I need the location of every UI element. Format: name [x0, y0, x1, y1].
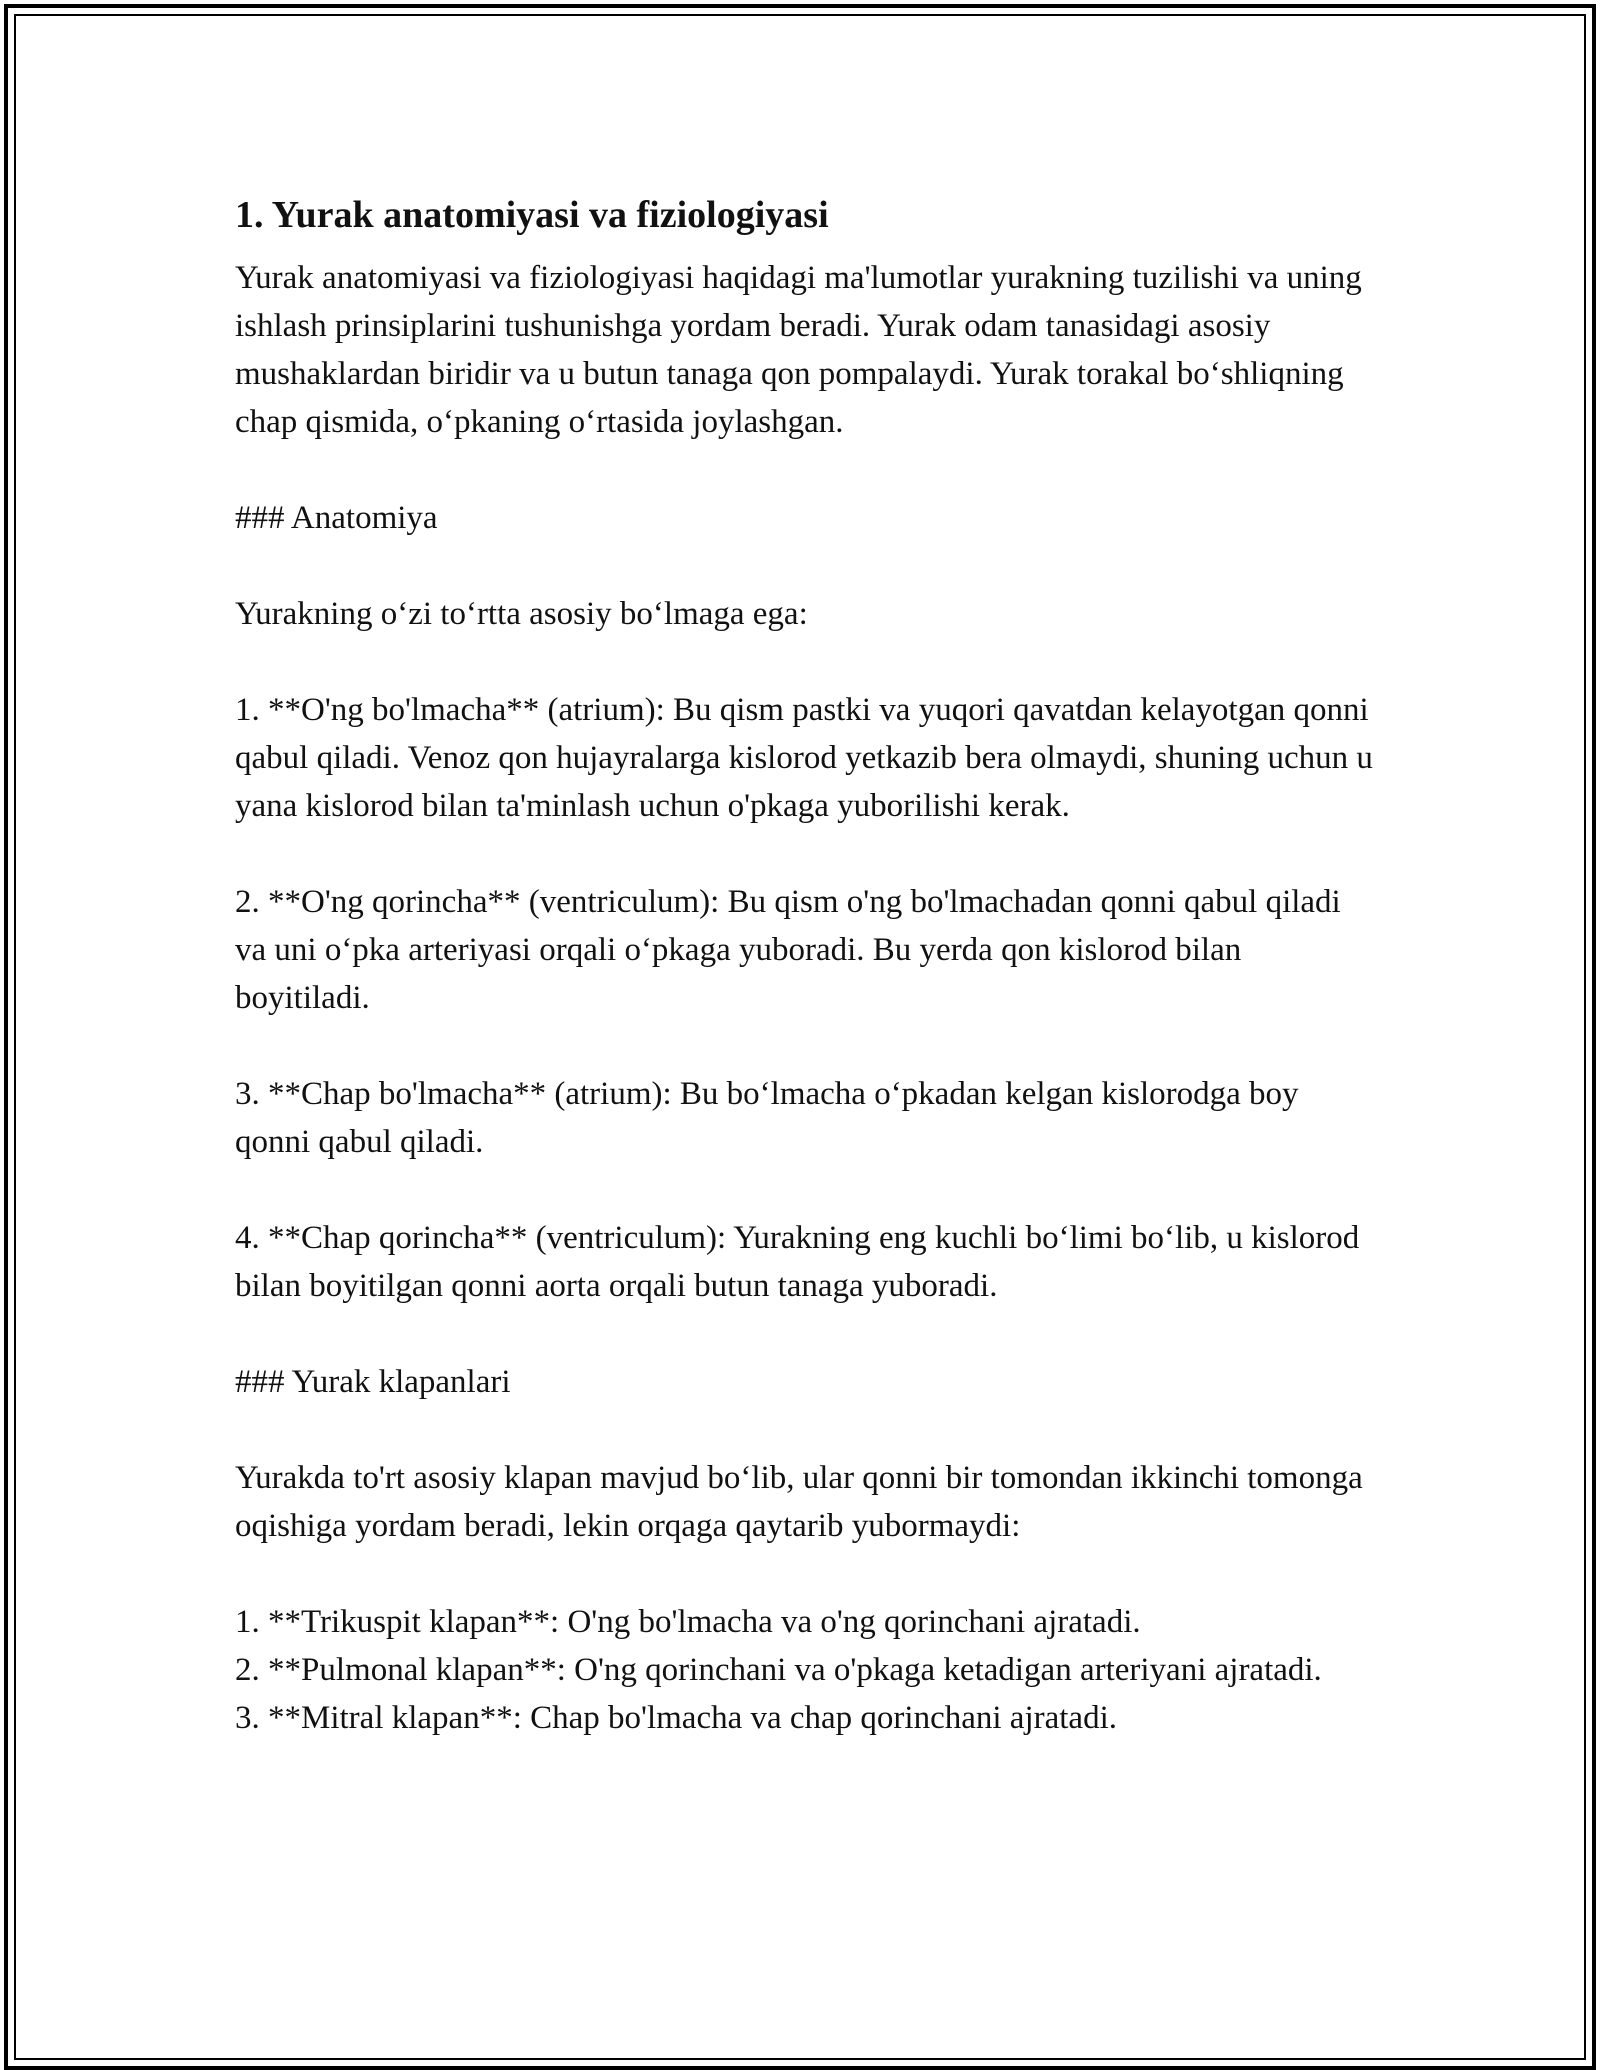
- valves-list: [235, 1598, 1375, 1742]
- valve-item-pulmonary: 2. **Pulmonal klapan**: O'ng qorinchani va o'pkaga ketadigan arteriyani ajratadi.: [235, 1652, 1322, 1688]
- valve-item-tricuspid: 1. **Trikuspit klapan**: O'ng bo'lmacha va o'ng qorinchani ajratadi.: [235, 1604, 1141, 1640]
- valve-item-mitral: 3. **Mitral klapan**: Chap bo'lmacha va chap qorinchani ajratadi.: [235, 1700, 1117, 1736]
- valves-intro: Yurakda to'rt asosiy klapan mavjud bo‘lib, ular qonni bir tomondan ikkinchi tomonga oqishiga yordam beradi, lekin orqaga qaytarib yubormaydi:: [235, 1460, 1363, 1544]
- intro-paragraph: Yurak anatomiyasi va fiziologiyasi haqidagi ma'lumotlar yurakning tuzilishi va uning ishlash prinsiplarini tushunishga yordam beradi. Yurak odam tanasidagi asosiy mushaklardan biridir va u butun tanaga qon pompalaydi. Yurak torakal bo‘shliqning chap qismida, o‘pkaning o‘rtasida joylashgan.: [235, 260, 1362, 440]
- chamber-item-left-atrium: 3. **Chap bo'lmacha** (atrium): Bu bo‘lmacha o‘pkadan kelgan kislorodga boy qonni qabul qiladi.: [235, 1076, 1299, 1160]
- heading-yurak-klapanlari: ### Yurak klapanlari: [235, 1364, 511, 1400]
- chamber-item-left-ventricle: 4. **Chap qorincha** (ventriculum): Yurakning eng kuchli bo‘limi bo‘lib, u kislorod bilan boyitilgan qonni aorta orqali butun tanaga yuboradi.: [235, 1220, 1360, 1304]
- chambers-intro: Yurakning o‘zi to‘rtta asosiy bo‘lmaga ega:: [235, 596, 808, 632]
- chamber-item-right-ventricle: 2. **O'ng qorincha** (ventriculum): Bu qism o'ng bo'lmachadan qonni qabul qiladi va uni o‘pka arteriyasi orqali o‘pkaga yuboradi. Bu yerda qon kislorod bilan boyitiladi.: [235, 884, 1341, 1016]
- heading-anatomiya: ### Anatomiya: [235, 500, 438, 536]
- section-title: 1. Yurak anatomiyasi va fiziologiyasi: [235, 194, 829, 236]
- chamber-item-right-atrium: 1. **O'ng bo'lmacha** (atrium): Bu qism pastki va yuqori qavatdan kelayotgan qonni qabul qiladi. Venoz qon hujayralarga kislorod yetkazib bera olmaydi, shuning uchun u yana kislorod bilan ta'minlash uchun o'pkaga yuborilishi kerak.: [235, 692, 1373, 824]
- document-body: [235, 180, 1375, 1742]
